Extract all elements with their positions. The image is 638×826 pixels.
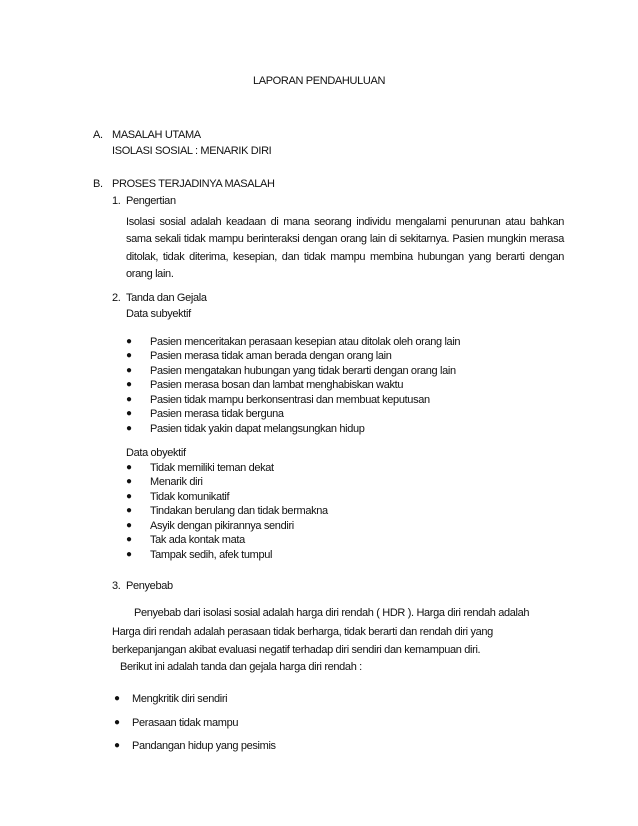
objective-data-label: Data obyektif bbox=[126, 447, 186, 459]
list-item-text: Perasaan tidak mampu bbox=[132, 716, 239, 729]
list-item bbox=[126, 349, 546, 363]
list-item-text: Pandangan hidup yang pesimis bbox=[132, 740, 276, 752]
bullet-dot-icon: ● bbox=[126, 350, 132, 362]
list-item-text: Pasien merasa tidak aman berada dengan orang lain bbox=[150, 350, 392, 363]
list-item-text: Pasien tidak mampu berkonsentrasi dan membuat keputusan bbox=[150, 393, 430, 406]
list-item-text: Mengkritik diri sendiri bbox=[132, 693, 228, 705]
list-item bbox=[126, 504, 546, 518]
bullet-dot-icon: ● bbox=[114, 716, 120, 728]
sub3-marker: 3. bbox=[112, 580, 121, 592]
bullet-dot-icon: ● bbox=[126, 462, 132, 473]
cause-intro: Berikut ini adalah tanda dan gejala harga diri rendah : bbox=[120, 661, 362, 673]
list-item-text: Pasien menceritakan perasaan kesepian atau ditolak oleh orang lain bbox=[150, 336, 461, 348]
sub1-heading: Pengertian bbox=[126, 195, 176, 207]
sub2-marker: 2. bbox=[112, 292, 121, 304]
subjective-data-list bbox=[126, 335, 546, 436]
bullet-dot-icon: ● bbox=[114, 693, 120, 704]
section-a-marker: A. bbox=[93, 129, 103, 141]
low-self-esteem-list bbox=[114, 692, 414, 763]
list-item-text: Tak ada kontak mata bbox=[150, 534, 245, 547]
list-item bbox=[126, 378, 546, 392]
section-a-heading: MASALAH UTAMA bbox=[112, 129, 201, 141]
list-item bbox=[126, 422, 546, 436]
list-item bbox=[126, 548, 546, 562]
bullet-dot-icon: ● bbox=[126, 490, 132, 502]
bullet-dot-icon: ● bbox=[126, 336, 132, 347]
list-item-text: Menarik diri bbox=[150, 476, 203, 489]
bullet-dot-icon: ● bbox=[126, 548, 132, 560]
bullet-dot-icon: ● bbox=[114, 740, 120, 751]
list-item-text: Tidak memiliki teman dekat bbox=[150, 462, 274, 474]
list-item bbox=[126, 407, 546, 421]
list-item bbox=[126, 364, 546, 378]
list-item-text: Tidak komunikatif bbox=[150, 490, 230, 503]
bullet-dot-icon: ● bbox=[126, 505, 132, 517]
subjective-data-label: Data subyektif bbox=[126, 308, 191, 320]
cause-paragraph: Penyebab dari isolasi sosial adalah harga diri rendah ( HDR ). Harga diri rendah adalah Harga diri rendah adalah perasaan tidak berharga, tidak berarti dan rendah diri yang berkepanjangan akibat evaluasi negatif terhadap diri sendiri dan kemampuan diri. bbox=[112, 607, 530, 656]
list-item-text: Pasien merasa bosan dan lambat menghabiskan waktu bbox=[150, 379, 404, 392]
bullet-dot-icon: ● bbox=[126, 519, 132, 531]
list-item-text: Asyik dengan pikirannya sendiri bbox=[150, 519, 294, 532]
bullet-dot-icon: ● bbox=[126, 534, 132, 546]
list-item-text: Tindakan berulang dan tidak bermakna bbox=[150, 505, 328, 518]
bullet-dot-icon: ● bbox=[126, 364, 132, 376]
list-item bbox=[126, 461, 546, 475]
definition-paragraph: Isolasi sosial adalah keadaan di mana seorang individu mengalami penurunan atau bahkan sama sekali tidak mampu berinteraksi dengan orang lain di sekitarnya. Pasien mungkin merasa ditolak, tidak diterima, kesepian, dan tidak mampu membina hubungan yang berarti dengan orang lain. bbox=[126, 216, 564, 280]
list-item bbox=[126, 533, 546, 547]
section-b-heading: PROSES TERJADINYA MASALAH bbox=[112, 178, 275, 190]
sub1-marker: 1. bbox=[112, 195, 121, 207]
list-item bbox=[126, 475, 546, 489]
list-item-text: Pasien tidak yakin dapat melangsungkan hidup bbox=[150, 422, 365, 435]
bullet-dot-icon: ● bbox=[126, 422, 132, 434]
list-item bbox=[114, 716, 414, 740]
list-item-text: Pasien merasa tidak berguna bbox=[150, 408, 284, 421]
list-item bbox=[126, 393, 546, 407]
bullet-dot-icon: ● bbox=[126, 379, 132, 391]
list-item bbox=[126, 519, 546, 533]
section-b-marker: B. bbox=[93, 178, 103, 190]
list-item bbox=[126, 490, 546, 504]
bullet-dot-icon: ● bbox=[126, 393, 132, 405]
sub3-heading: Penyebab bbox=[126, 580, 173, 592]
document-title: LAPORAN PENDAHULUAN bbox=[252, 75, 386, 87]
list-item bbox=[114, 692, 414, 716]
list-item-text: Tampak sedih, afek tumpul bbox=[150, 548, 273, 561]
bullet-dot-icon: ● bbox=[126, 408, 132, 420]
objective-data-list bbox=[126, 461, 546, 562]
list-item bbox=[114, 739, 414, 763]
bullet-dot-icon: ● bbox=[126, 476, 132, 488]
list-item bbox=[126, 335, 546, 349]
list-item-text: Pasien mengatakan hubungan yang tidak berarti dengan orang lain bbox=[150, 364, 456, 377]
section-a-subheading: ISOLASI SOSIAL : MENARIK DIRI bbox=[112, 145, 272, 157]
sub2-heading: Tanda dan Gejala bbox=[126, 292, 207, 304]
